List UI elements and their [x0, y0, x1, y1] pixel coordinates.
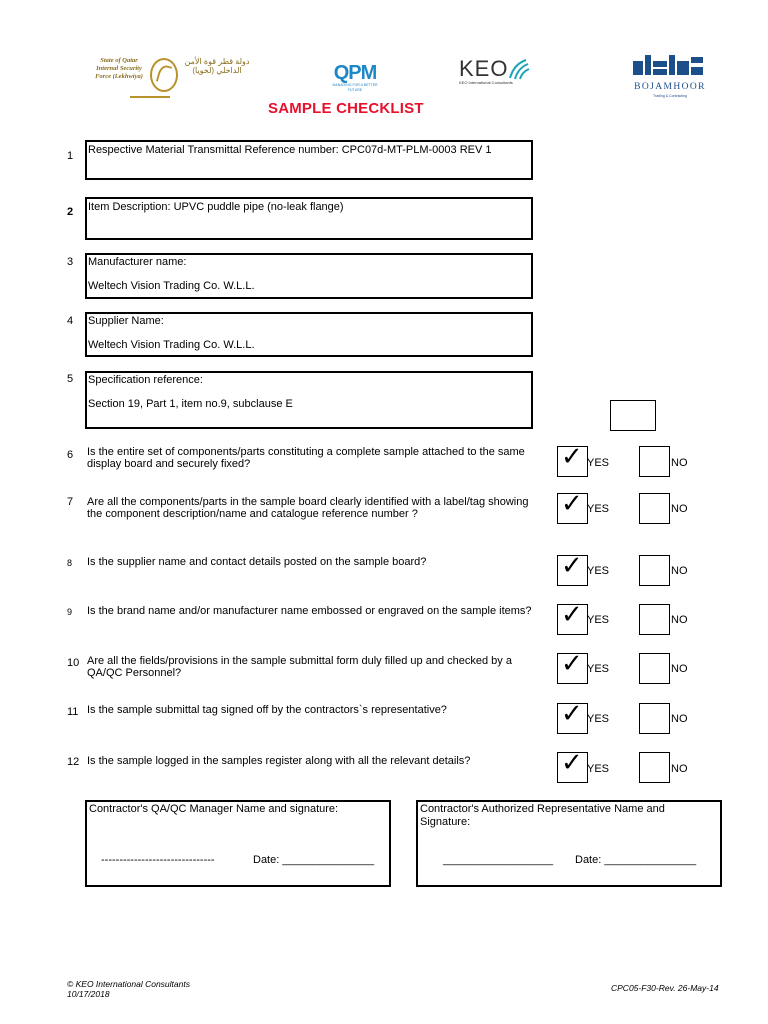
no-checkbox[interactable]	[639, 653, 670, 684]
checkmark-icon: ✓	[561, 442, 583, 472]
qpm-logo	[326, 63, 384, 103]
question-text: Is the sample logged in the samples register along with all the relevant details?	[87, 755, 471, 767]
keo-logo	[459, 58, 539, 100]
specification-label: Specification reference:	[88, 374, 203, 386]
checkmark-icon: ✓	[561, 600, 583, 630]
manufacturer-box	[85, 253, 533, 299]
page-title: SAMPLE CHECKLIST	[268, 100, 424, 117]
no-label: NO	[671, 565, 688, 577]
qpm-logo-tagline: MANAGING FOR A BETTER FUTURE	[332, 83, 378, 92]
keo-logo-mark: KEO	[459, 56, 509, 81]
no-checkbox[interactable]	[639, 446, 670, 477]
checkmark-icon: ✓	[561, 489, 583, 519]
qatar-security-logo	[90, 55, 260, 105]
checkmark-icon: ✓	[561, 699, 583, 729]
item-number: 4	[67, 315, 74, 327]
no-label: NO	[671, 457, 688, 469]
no-checkbox[interactable]	[639, 752, 670, 783]
no-checkbox[interactable]	[639, 493, 670, 524]
no-label: NO	[671, 503, 688, 515]
supplier-box	[85, 312, 533, 357]
question-text: Are all the components/parts in the sample board clearly identified with a label/tag showing the component description/name and catalogue reference number ?	[87, 496, 529, 520]
yes-checkbox[interactable]	[557, 600, 588, 635]
qpm-logo-mark: QPM	[333, 62, 377, 84]
no-checkbox[interactable]	[639, 555, 670, 586]
no-checkbox[interactable]	[639, 604, 670, 635]
transmittal-reference-box	[85, 140, 533, 180]
supplier-label: Supplier Name:	[88, 315, 164, 327]
yes-label: YES	[587, 614, 610, 626]
checkmark-icon: ✓	[561, 748, 583, 778]
yes-checkbox[interactable]	[557, 748, 588, 783]
authorized-representative-name-line[interactable]: __________________	[443, 854, 554, 866]
footer-copyright: © KEO International Consultants	[67, 979, 190, 989]
item-description-text: Item Description: UPVC puddle pipe (no-leak flange)	[88, 201, 344, 213]
qaqc-manager-signature-box	[85, 800, 391, 887]
question-text: Are all the fields/provisions in the sample submittal form duly filled up and checked by a QA/QC Personnel?	[87, 655, 512, 679]
yes-label: YES	[587, 503, 610, 515]
question-number: 6	[67, 449, 74, 461]
specification-value: Section 19, Part 1, item no.9, subclause E	[88, 398, 293, 410]
question-text: Is the supplier name and contact details posted on the sample board?	[87, 556, 427, 568]
authorized-representative-signature-box	[416, 800, 722, 887]
question-number: 11	[67, 706, 79, 718]
manufacturer-value: Weltech Vision Trading Co. W.L.L.	[88, 280, 255, 292]
specification-box	[85, 371, 533, 429]
checkmark-icon: ✓	[561, 551, 583, 581]
question-number: 8	[67, 558, 73, 568]
no-label: NO	[671, 663, 688, 675]
no-label: NO	[671, 713, 688, 725]
question-number: 7	[67, 496, 74, 508]
qaqc-manager-name-line[interactable]: -------------------------------	[101, 854, 215, 866]
qatar-logo-arabic-text: دولة قطر قوة الأمن الداخلي (لخويا)	[184, 57, 250, 75]
yes-label: YES	[587, 457, 610, 469]
item-description-box	[85, 197, 533, 240]
qatar-logo-english-text: State of Qatar Internal Security Force (Lekhwiya)	[95, 57, 143, 80]
question-text: Is the sample submittal tag signed off by the contractors`s representative?	[87, 704, 447, 716]
yes-label: YES	[587, 565, 610, 577]
yes-label: YES	[587, 763, 610, 775]
qaqc-manager-date-field[interactable]: Date: _______________	[253, 854, 375, 866]
manufacturer-label: Manufacturer name:	[88, 256, 187, 268]
footer-date: 10/17/2018	[67, 989, 110, 999]
question-text: Is the entire set of components/parts constituting a complete sample attached to the same display board and securely fixed?	[87, 446, 525, 470]
yes-checkbox[interactable]	[557, 442, 588, 477]
bojamhoor-logo	[630, 55, 710, 100]
lekhwiya-script-mark	[130, 92, 170, 98]
question-number: 10	[67, 657, 80, 669]
bojamhoor-tiles-icon	[633, 55, 705, 79]
qaqc-manager-heading: Contractor's QA/QC Manager Name and signature:	[89, 803, 339, 815]
authorized-representative-date-field[interactable]: Date: _______________	[575, 854, 697, 866]
question-number: 12	[67, 756, 80, 768]
no-checkbox[interactable]	[639, 703, 670, 734]
yes-label: YES	[587, 713, 610, 725]
question-number: 9	[67, 607, 73, 617]
bojamhoor-logo-tagline: Trading & Contracting	[653, 94, 687, 98]
checkmark-icon: ✓	[561, 649, 583, 679]
item-number: 5	[67, 373, 74, 385]
blank-checkbox[interactable]	[610, 400, 656, 431]
supplier-value: Weltech Vision Trading Co. W.L.L.	[88, 339, 255, 351]
falcon-emblem-icon	[150, 58, 178, 92]
item-number: 1	[67, 150, 74, 162]
yes-label: YES	[587, 663, 610, 675]
yes-checkbox[interactable]	[557, 551, 588, 586]
item-number: 2	[67, 206, 74, 218]
yes-checkbox[interactable]	[557, 699, 588, 734]
keo-waves-icon	[508, 58, 530, 80]
authorized-representative-heading: Contractor's Authorized Representative Name and Signature:	[420, 803, 665, 828]
keo-logo-tagline: KEO International Consultants	[459, 80, 513, 85]
no-label: NO	[671, 614, 688, 626]
yes-checkbox[interactable]	[557, 489, 588, 524]
yes-checkbox[interactable]	[557, 649, 588, 684]
no-label: NO	[671, 763, 688, 775]
footer-form-reference: CPC05-F30-Rev. 26-May-14	[611, 983, 719, 993]
item-number: 3	[67, 256, 74, 268]
bojamhoor-logo-name: BOJAMHOOR	[634, 82, 706, 92]
transmittal-reference-text: Respective Material Transmittal Reference number: CPC07d-MT-PLM-0003 REV 1	[88, 144, 492, 156]
question-text: Is the brand name and/or manufacturer name embossed or engraved on the sample items?	[87, 605, 532, 617]
